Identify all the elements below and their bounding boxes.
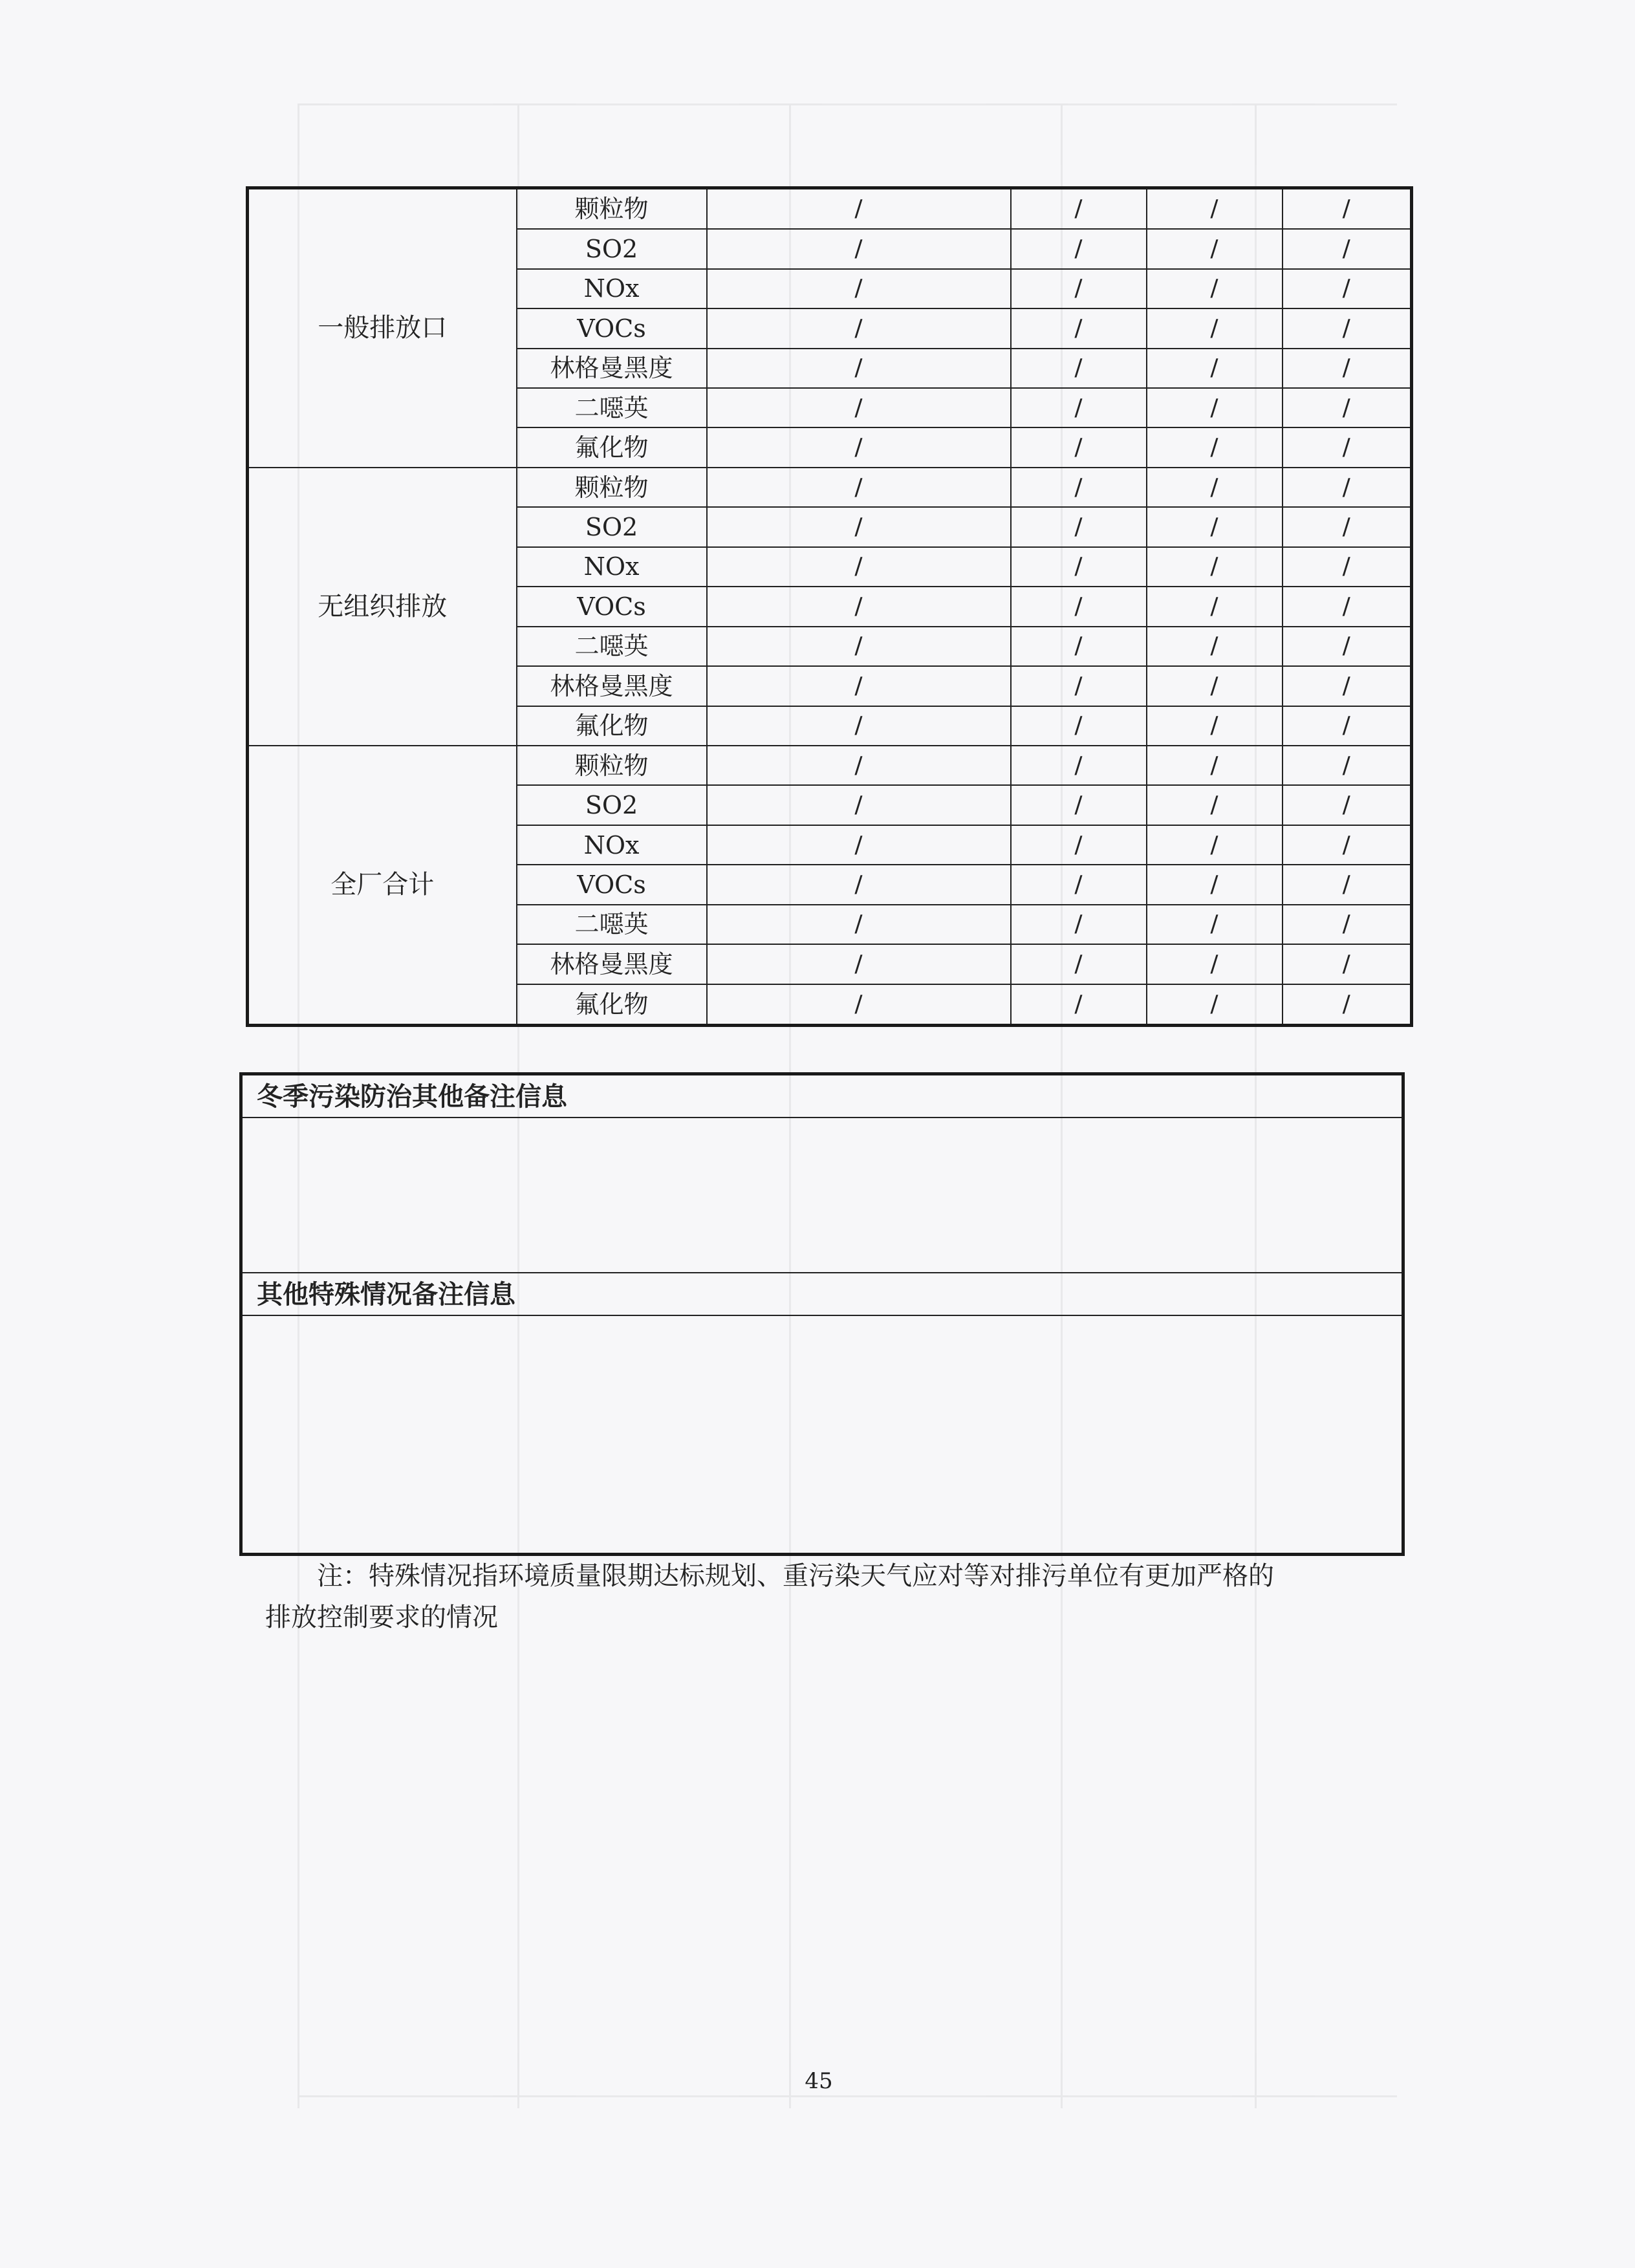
winter-remarks-title: 冬季污染防治其他备注信息 — [243, 1075, 1402, 1118]
pollutant-cell: VOCs — [517, 308, 707, 348]
value-cell: / — [1147, 269, 1283, 308]
pollutant-cell: 林格曼黑度 — [517, 349, 707, 388]
table-row — [248, 468, 1412, 507]
value-cell: / — [707, 507, 1011, 546]
value-cell: / — [1147, 349, 1283, 388]
value-cell: / — [707, 944, 1011, 984]
value-cell: / — [707, 746, 1011, 785]
pollutant-cell: VOCs — [517, 587, 707, 626]
value-cell: / — [1147, 627, 1283, 666]
value-cell: / — [1283, 388, 1412, 427]
value-cell: / — [1147, 944, 1283, 984]
value-cell: / — [1283, 587, 1412, 626]
value-cell: / — [1147, 308, 1283, 348]
pollutant-cell: NOx — [517, 269, 707, 308]
pollutant-cell: 颗粒物 — [517, 468, 707, 507]
value-cell: / — [707, 188, 1011, 230]
value-cell: / — [707, 269, 1011, 308]
value-cell: / — [1147, 587, 1283, 626]
value-cell: / — [707, 468, 1011, 507]
value-cell: / — [1147, 984, 1283, 1026]
value-cell: / — [1011, 944, 1147, 984]
value-cell: / — [1011, 587, 1147, 626]
value-cell: / — [1011, 984, 1147, 1026]
pollutant-cell: 氟化物 — [517, 706, 707, 746]
value-cell: / — [707, 706, 1011, 746]
footnote — [265, 1555, 1410, 1638]
value-cell: / — [1011, 427, 1147, 467]
value-cell: / — [707, 229, 1011, 268]
table-row — [248, 188, 1412, 230]
value-cell: / — [1011, 627, 1147, 666]
value-cell: / — [1011, 349, 1147, 388]
value-cell: / — [707, 984, 1011, 1026]
value-cell: / — [1147, 427, 1283, 467]
pollutant-cell: SO2 — [517, 229, 707, 268]
pollutant-cell: 二噁英 — [517, 388, 707, 427]
pollutant-cell: 林格曼黑度 — [517, 944, 707, 984]
value-cell: / — [1011, 785, 1147, 825]
value-cell: / — [1011, 905, 1147, 944]
value-cell: / — [707, 825, 1011, 865]
pollutant-cell: 林格曼黑度 — [517, 666, 707, 706]
value-cell: / — [1011, 229, 1147, 268]
value-cell: / — [1147, 229, 1283, 268]
value-cell: / — [1283, 427, 1412, 467]
value-cell: / — [1147, 706, 1283, 746]
value-cell: / — [1011, 269, 1147, 308]
value-cell: / — [707, 666, 1011, 706]
value-cell: / — [707, 388, 1011, 427]
pollutant-cell: 氟化物 — [517, 427, 707, 467]
value-cell: / — [1147, 785, 1283, 825]
value-cell: / — [1283, 627, 1412, 666]
value-cell: / — [1011, 188, 1147, 230]
pollutant-cell: NOx — [517, 547, 707, 587]
value-cell: / — [1283, 468, 1412, 507]
value-cell: / — [1011, 825, 1147, 865]
value-cell: / — [1147, 547, 1283, 587]
value-cell: / — [1147, 865, 1283, 904]
value-cell: / — [707, 785, 1011, 825]
value-cell: / — [1011, 507, 1147, 546]
value-cell: / — [1283, 706, 1412, 746]
pollutant-cell: SO2 — [517, 507, 707, 546]
emission-table — [246, 186, 1413, 1027]
value-cell: / — [1283, 349, 1412, 388]
value-cell: / — [1011, 308, 1147, 348]
value-cell: / — [707, 627, 1011, 666]
value-cell: / — [1283, 507, 1412, 546]
emission-table-body — [248, 188, 1412, 1026]
pollutant-cell: 氟化物 — [517, 984, 707, 1026]
remarks-box — [239, 1072, 1405, 1556]
value-cell: / — [1011, 547, 1147, 587]
value-cell: / — [1283, 865, 1412, 904]
value-cell: / — [707, 547, 1011, 587]
footnote-line-1: 注：特殊情况指环境质量限期达标规划、重污染天气应对等对排污单位有更加严格的 — [317, 1561, 1274, 1591]
value-cell: / — [707, 587, 1011, 626]
value-cell: / — [1283, 944, 1412, 984]
winter-remarks-content — [243, 1118, 1402, 1273]
value-cell: / — [707, 308, 1011, 348]
value-cell: / — [707, 905, 1011, 944]
value-cell: / — [1147, 746, 1283, 785]
pollutant-cell: 二噁英 — [517, 627, 707, 666]
pollutant-cell: 颗粒物 — [517, 746, 707, 785]
value-cell: / — [1283, 984, 1412, 1026]
value-cell: / — [1147, 507, 1283, 546]
value-cell: / — [1283, 905, 1412, 944]
value-cell: / — [1283, 785, 1412, 825]
pollutant-cell: VOCs — [517, 865, 707, 904]
pollutant-cell: NOx — [517, 825, 707, 865]
group-label: 一般排放口 — [248, 188, 517, 468]
pollutant-cell: 二噁英 — [517, 905, 707, 944]
table-row — [248, 746, 1412, 785]
value-cell: / — [1011, 746, 1147, 785]
value-cell: / — [1147, 388, 1283, 427]
value-cell: / — [1283, 308, 1412, 348]
value-cell: / — [1147, 188, 1283, 230]
value-cell: / — [1283, 825, 1412, 865]
value-cell: / — [1283, 229, 1412, 268]
value-cell: / — [1011, 388, 1147, 427]
group-label: 无组织排放 — [248, 468, 517, 746]
footnote-line-2: 排放控制要求的情况 — [265, 1603, 498, 1632]
value-cell: / — [1147, 468, 1283, 507]
value-cell: / — [707, 349, 1011, 388]
value-cell: / — [1283, 746, 1412, 785]
value-cell: / — [1011, 468, 1147, 507]
value-cell: / — [1283, 269, 1412, 308]
value-cell: / — [1147, 905, 1283, 944]
pollutant-cell: SO2 — [517, 785, 707, 825]
value-cell: / — [707, 427, 1011, 467]
value-cell: / — [1283, 547, 1412, 587]
page-number: 45 — [805, 2068, 833, 2094]
value-cell: / — [1283, 188, 1412, 230]
value-cell: / — [1147, 666, 1283, 706]
value-cell: / — [1011, 706, 1147, 746]
group-label: 全厂合计 — [248, 746, 517, 1026]
value-cell: / — [1147, 825, 1283, 865]
value-cell: / — [1011, 666, 1147, 706]
value-cell: / — [1283, 666, 1412, 706]
value-cell: / — [707, 865, 1011, 904]
special-remarks-title: 其他特殊情况备注信息 — [243, 1273, 1402, 1316]
value-cell: / — [1011, 865, 1147, 904]
pollutant-cell: 颗粒物 — [517, 188, 707, 230]
